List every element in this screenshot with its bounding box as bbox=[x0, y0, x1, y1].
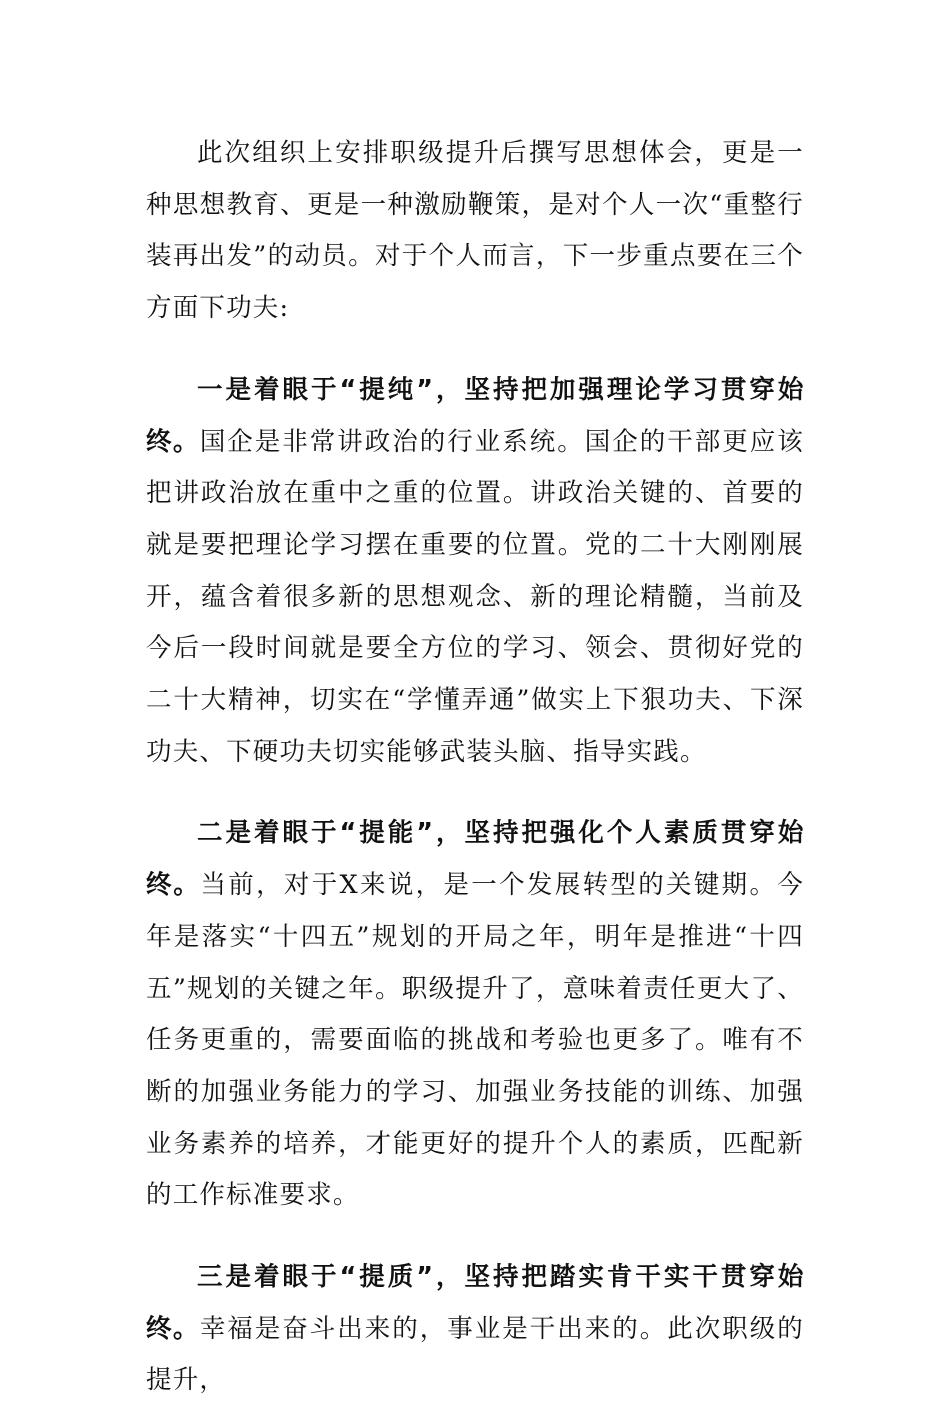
document-body bbox=[146, 128, 804, 1407]
paragraph-gap bbox=[146, 778, 804, 808]
section-3-heading: 三是着眼于“提质”，坚持把踏实肯干实干贯穿始终。 bbox=[146, 1262, 804, 1344]
section-2-body: 当前，对于X来说，是一个发展转型的关键期。今年是落实“十四五”规划的开局之年，明年是推进“十四五”规划的关键之年。职级提升了，意味着责任更大了、任务更重的，需要面临的挑战和考验也更多了。唯有不断的加强业务能力的学习、加强业务技能的训练、加强业务素养的培养，才能更好的提升个人的素质，匹配新的工作标准要求。 bbox=[146, 870, 805, 1211]
section-3-body: 幸福是奋斗出来的，事业是干出来的。此次职级的提升， bbox=[146, 1313, 805, 1396]
section-2-heading: 二是着眼于“提能”，坚持把强化个人素质贯穿始终。 bbox=[146, 818, 804, 901]
section-1-heading: 一是着眼于“提纯”，坚持把加强理论学习贯穿始终。 bbox=[146, 374, 804, 457]
section-1-body: 国企是非常讲政治的行业系统。国企的干部更应该把讲政治放在重中之重的位置。讲政治关键的、首要的就是要把理论学习摆在重要的位置。党的二十大刚刚展开，蕴含着很多新的思想观念、新的理论精髓，当前及今后一段时间就是要全方位的学习、领会、贯彻好党的二十大精神，切实在“学懂弄通”做实上下狠功夫、下深功夫、下硬功夫切实能够武装头脑、指导实践。 bbox=[146, 426, 805, 767]
paragraph-gap bbox=[146, 335, 804, 365]
section-1-paragraph bbox=[146, 365, 804, 779]
paragraph-gap bbox=[146, 1222, 804, 1252]
intro-paragraph: 此次组织上安排职级提升后撰写思想体会，更是一种思想教育、更是一种激励鞭策，是对个人一次“重整行装再出发”的动员。对于个人而言，下一步重点要在三个方面下功夫: bbox=[146, 138, 804, 324]
section-3-paragraph bbox=[146, 1252, 804, 1407]
section-2-paragraph bbox=[146, 808, 804, 1222]
